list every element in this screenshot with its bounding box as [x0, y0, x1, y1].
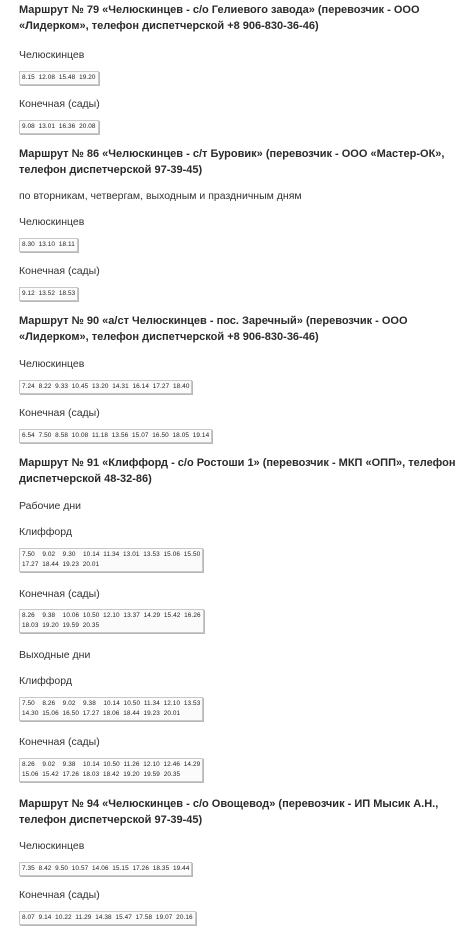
route-86-from-label: Челюскинцев: [19, 216, 85, 228]
route-91-weekdays-from-label: Клиффорд: [19, 526, 72, 538]
route-90-from-label: Челюскинцев: [19, 358, 85, 370]
route-79-to-label: Конечная (сады): [19, 98, 100, 110]
route-86-note: по вторникам, четвергам, выходным и праздничным дням: [19, 190, 302, 202]
route-79-title: Маршрут № 79 «Челюскинцев - с/о Гелиевого завода» (перевозчик - ООО «Лидерком», телефон диспетчерской +8 906-830-36-46): [19, 4, 420, 32]
route-91-weekend-to-times: 8.26 9.02 9.38 10.14 10.50 11.26 12.10 12.46 14.29 15.06 15.42 17.26 18.03 18.42 19.20 19.59 20.35: [19, 758, 203, 782]
route-79-to-times: 9.08 13.01 16.36 20.08: [19, 120, 99, 134]
route-91-weekdays-to-times: 8.26 9.38 10.06 10.50 12.10 13.37 14.29 15.42 16.26 18.03 19.20 19.59 20.35: [19, 609, 204, 633]
route-86-from-times: 8.30 13.10 18.11: [19, 238, 78, 252]
route-90-to-label: Конечная (сады): [19, 407, 100, 419]
route-91-weekend-label: Выходные дни: [19, 649, 91, 661]
route-90-title: Маршрут № 90 «а/ст Челюскинцев - пос. Заречный» (перевозчик - ООО «Лидерком», телефон диспетчерской +8 906-830-36-46): [19, 315, 408, 343]
route-94-title: Маршрут № 94 «Челюскинцев - с/о Овощевод» (перевозчик - ИП Мысик А.Н., телефон диспетчерской 97-39-45): [19, 798, 439, 826]
route-90-from-times: 7.24 8.22 9.33 10.45 13.20 14.31 16.14 17.27 18.40: [19, 380, 192, 394]
route-86-to-times: 9.12 13.52 18.53: [19, 287, 78, 301]
route-90-to-times: 6.54 7.50 8.58 10.08 11.18 13.56 15.07 16.50 18.05 19.14: [19, 429, 212, 443]
route-91-weekdays-label: Рабочие дни: [19, 500, 82, 512]
route-86-title: Маршрут № 86 «Челюскинцев - с/т Буровик» (перевозчик - ООО «Мастер-ОК», телефон диспетчерской 97-39-45): [19, 148, 445, 176]
route-94-to-label: Конечная (сады): [19, 889, 100, 901]
route-94-to-times: 8.07 9.14 10.22 11.29 14.38 15.47 17.58 19.07 20.16: [19, 911, 196, 925]
route-91-weekdays-from-times: 7.50 9.02 9.30 10.14 11.34 13.01 13.53 15.06 15.50 17.27 18.44 19.23 20.01: [19, 548, 203, 572]
route-94-from-label: Челюскинцев: [19, 840, 85, 852]
route-91-weekend-from-label: Клиффорд: [19, 675, 72, 687]
route-91-weekdays-to-label: Конечная (сады): [19, 588, 100, 600]
route-91-title: Маршрут № 91 «Клиффорд - с/о Ростоши 1» (перевозчик - МКП «ОПП», телефон диспетчерской 48-32-86): [19, 457, 456, 485]
route-91-weekend-to-label: Конечная (сады): [19, 736, 100, 748]
route-79-from-times: 8.15 12.08 15.48 19.20: [19, 71, 99, 85]
route-86-to-label: Конечная (сады): [19, 265, 100, 277]
route-94-from-times: 7.35 8.42 9.50 10.57 14.06 15.15 17.26 18.35 19.44: [19, 862, 192, 876]
route-91-weekend-from-times: 7.50 8.26 9.02 9.38 10.14 10.50 11.34 12.10 13.53 14.30 15.06 16.50 17.27 18.06 18.44 19.23 20.01: [19, 697, 203, 721]
route-79-from-label: Челюскинцев: [19, 49, 85, 61]
